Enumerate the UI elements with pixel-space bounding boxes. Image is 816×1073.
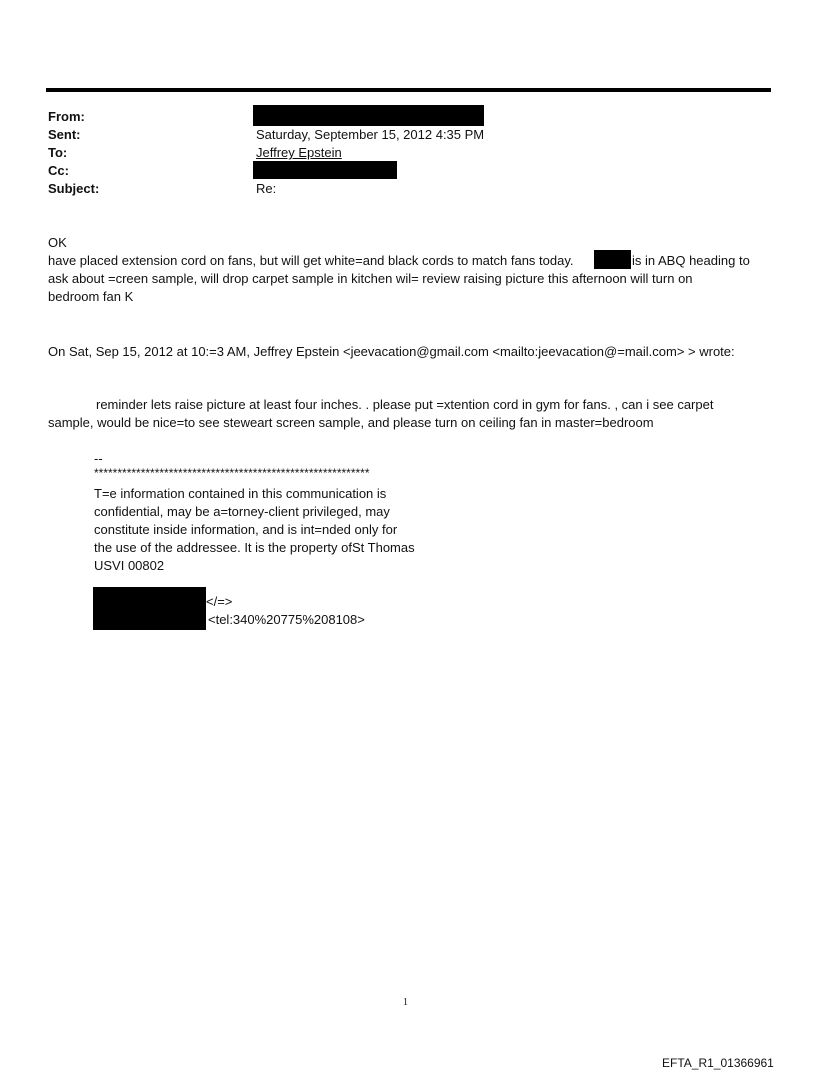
quote-attribution: On Sat, Sep 15, 2012 at 10:=3 AM, Jeffrey Epstein <jeevacation@gmail.com <mailto:jeevacation@=mail.com> > wrote: xyxy=(48,344,735,359)
disclaimer-line: USVI 00802 xyxy=(94,558,165,573)
quote-line-2: sample, would be nice=to see steweart screen sample, and please turn on ceiling fan in master=bedroom xyxy=(48,415,654,430)
subject-label: Subject: xyxy=(48,181,100,196)
signature-stars: *********************************************************** xyxy=(94,466,370,480)
redaction-cc xyxy=(253,161,397,179)
redaction-signature xyxy=(93,587,206,630)
disclaimer-line: constitute inside information, and is int=nded only for xyxy=(94,522,398,537)
body-line-1: OK xyxy=(48,235,67,250)
body-line-2b: is in ABQ heading to xyxy=(632,253,750,268)
disclaimer-line: T=e information contained in this communication is xyxy=(94,486,387,501)
bates-number: EFTA_R1_01366961 xyxy=(662,1056,774,1070)
sent-label: Sent: xyxy=(48,127,81,142)
redaction-name xyxy=(594,250,631,269)
cc-label: Cc: xyxy=(48,163,69,178)
body-line-3: ask about =creen sample, will drop carpet sample in kitchen wil= review raising picture this afternoon will turn on xyxy=(48,271,693,286)
sent-value: Saturday, September 15, 2012 4:35 PM xyxy=(256,127,485,142)
body-line-4: bedroom fan K xyxy=(48,289,134,304)
to-label: To: xyxy=(48,145,68,160)
redaction-from xyxy=(253,105,484,126)
subject-value: Re: xyxy=(256,181,277,196)
signature-dashes: -- xyxy=(94,451,103,466)
signature-tag-line: </=> xyxy=(206,594,233,609)
from-label: From: xyxy=(48,109,85,124)
header-rule xyxy=(46,88,771,92)
to-value[interactable]: Jeffrey Epstein xyxy=(256,145,342,160)
body-line-2a: have placed extension cord on fans, but will get white=and black cords to match fans today. xyxy=(48,253,574,268)
quote-line-1: reminder lets raise picture at least four inches. . please put =xtention cord in gym for fans. , can i see carpet xyxy=(96,397,714,412)
disclaimer-line: the use of the addressee. It is the property ofSt Thomas xyxy=(94,540,415,555)
signature-tel-line: <tel:340%20775%208108> xyxy=(208,612,365,627)
disclaimer-line: confidential, may be a=torney-client privileged, may xyxy=(94,504,390,519)
page-number: 1 xyxy=(403,997,408,1008)
